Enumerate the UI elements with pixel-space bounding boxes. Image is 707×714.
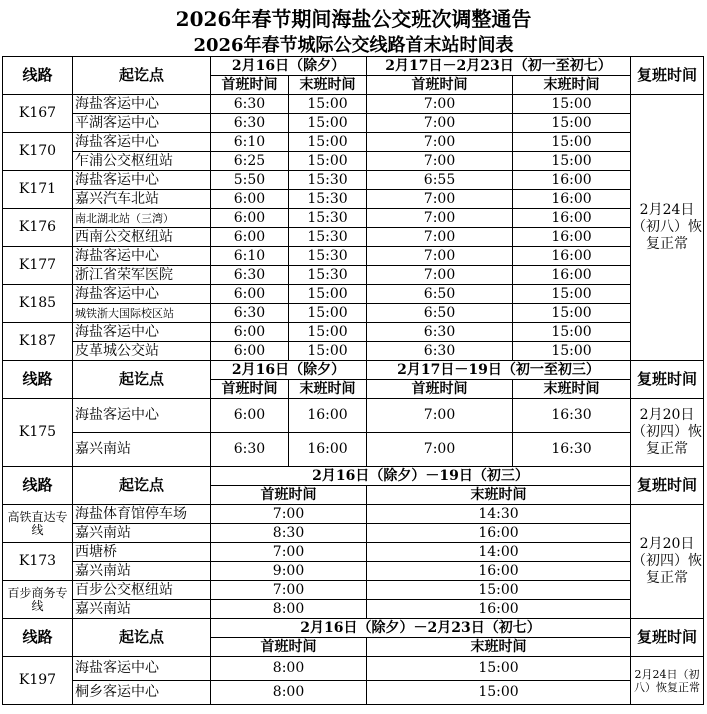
time-cell: 15:30 — [289, 247, 367, 266]
table-row — [3, 228, 704, 247]
table-row — [3, 114, 704, 133]
station-name: 嘉兴南站 — [73, 524, 211, 543]
table-row — [3, 581, 704, 600]
header-route: 线路 — [3, 619, 73, 657]
route-name: K197 — [3, 657, 73, 705]
station-name: 嘉兴汽车北站 — [73, 190, 211, 209]
table-row — [3, 133, 704, 152]
time-cell: 15:00 — [513, 342, 631, 361]
table-row — [3, 95, 704, 114]
header-stations: 起讫点 — [73, 57, 211, 95]
time-cell: 7:00 — [367, 209, 513, 228]
time-cell: 16:00 — [367, 562, 631, 581]
time-cell: 6:25 — [211, 152, 289, 171]
header-last: 末班时间 — [513, 76, 631, 95]
station-name: 海盐客运中心 — [73, 95, 211, 114]
header-route: 线路 — [3, 361, 73, 399]
time-cell: 7:00 — [367, 433, 513, 467]
time-cell: 14:30 — [367, 505, 631, 524]
station-name: 百步公交枢纽站 — [73, 581, 211, 600]
header-last: 末班时间 — [367, 486, 631, 505]
station-name: 城铁浙大国际校区站 — [73, 304, 211, 323]
station-name: 嘉兴南站 — [73, 562, 211, 581]
header-stations: 起讫点 — [73, 361, 211, 399]
schedule-body — [3, 57, 704, 705]
time-cell: 7:00 — [367, 95, 513, 114]
time-cell: 16:00 — [289, 399, 367, 433]
time-cell: 7:00 — [367, 247, 513, 266]
table-row — [3, 505, 704, 524]
time-cell: 15:00 — [289, 323, 367, 342]
time-cell: 7:00 — [367, 133, 513, 152]
time-cell: 16:00 — [289, 433, 367, 467]
table-row — [3, 342, 704, 361]
table-row — [3, 266, 704, 285]
time-cell: 16:00 — [367, 524, 631, 543]
header-stations: 起讫点 — [73, 467, 211, 505]
route-name: K171 — [3, 171, 73, 209]
station-name: 西塘桥 — [73, 543, 211, 562]
time-cell: 8:30 — [211, 524, 367, 543]
time-cell: 7:00 — [367, 190, 513, 209]
resume-cell: 2月24日（初八）恢复正常 — [631, 95, 704, 361]
time-cell: 7:00 — [211, 581, 367, 600]
time-cell: 16:00 — [513, 171, 631, 190]
time-cell: 16:00 — [513, 266, 631, 285]
header-first: 首班时间 — [211, 638, 367, 657]
station-name: 南北湖北站（三湾） — [73, 209, 211, 228]
station-name: 海盐客运中心 — [73, 657, 211, 681]
route-name: K177 — [3, 247, 73, 285]
table-row — [3, 619, 704, 638]
header-resume: 复班时间 — [631, 467, 704, 505]
time-cell: 6:30 — [211, 266, 289, 285]
station-name: 海盐客运中心 — [73, 247, 211, 266]
time-cell: 6:50 — [367, 285, 513, 304]
time-cell: 6:30 — [211, 433, 289, 467]
header-period-a: 2月16日（除夕） — [211, 361, 367, 380]
route-name: K176 — [3, 209, 73, 247]
time-cell: 15:00 — [513, 285, 631, 304]
time-cell: 6:30 — [211, 304, 289, 323]
time-cell: 6:00 — [211, 228, 289, 247]
schedule-table — [2, 56, 704, 705]
table-row — [3, 304, 704, 323]
time-cell: 15:30 — [289, 266, 367, 285]
station-name: 西南公交枢纽站 — [73, 228, 211, 247]
header-period-b: 2月17日－19日（初一至初三） — [367, 361, 631, 380]
resume-cell: 2月20日（初四）恢复正常 — [631, 399, 704, 467]
header-period-a: 2月16日（除夕） — [211, 57, 367, 76]
station-name: 桐乡客运中心 — [73, 681, 211, 705]
time-cell: 5:50 — [211, 171, 289, 190]
page-subtitle: 2026年春节城际公交线路首末站时间表 — [193, 35, 514, 56]
header-last: 末班时间 — [289, 76, 367, 95]
resume-cell: 2月20日（初四）恢复正常 — [631, 505, 704, 619]
time-cell: 15:00 — [289, 95, 367, 114]
table-row — [3, 562, 704, 581]
time-cell: 8:00 — [211, 681, 367, 705]
time-cell: 15:00 — [513, 323, 631, 342]
time-cell: 15:00 — [289, 114, 367, 133]
table-row — [3, 285, 704, 304]
resume-cell: 2月24日（初八）恢复正常 — [631, 657, 704, 705]
time-cell: 15:00 — [367, 657, 631, 681]
station-name: 皮革城公交站 — [73, 342, 211, 361]
header-resume: 复班时间 — [631, 619, 704, 657]
time-cell: 6:30 — [367, 342, 513, 361]
table-row — [3, 600, 704, 619]
station-name: 海盐客运中心 — [73, 323, 211, 342]
route-name: K170 — [3, 133, 73, 171]
header-resume: 复班时间 — [631, 57, 704, 95]
table-row — [3, 171, 704, 190]
table-row — [3, 524, 704, 543]
table-row — [3, 247, 704, 266]
station-name: 海盐客运中心 — [73, 399, 211, 433]
table-row — [3, 467, 704, 486]
time-cell: 6:00 — [211, 342, 289, 361]
time-cell: 6:30 — [211, 95, 289, 114]
time-cell: 15:00 — [367, 581, 631, 600]
time-cell: 15:00 — [513, 152, 631, 171]
time-cell: 6:00 — [211, 190, 289, 209]
station-name: 海盐客运中心 — [73, 171, 211, 190]
time-cell: 15:30 — [289, 190, 367, 209]
header-resume: 复班时间 — [631, 361, 704, 399]
header-period-b: 2月17日－2月23日（初一至初七） — [367, 57, 631, 76]
time-cell: 6:00 — [211, 285, 289, 304]
time-cell: 7:00 — [367, 152, 513, 171]
station-name: 乍浦公交枢纽站 — [73, 152, 211, 171]
time-cell: 15:00 — [513, 133, 631, 152]
time-cell: 6:55 — [367, 171, 513, 190]
station-name: 海盐体育馆停车场 — [73, 505, 211, 524]
time-cell: 16:30 — [513, 433, 631, 467]
table-row — [3, 209, 704, 228]
time-cell: 15:00 — [513, 304, 631, 323]
route-name: K185 — [3, 285, 73, 323]
route-name: K173 — [3, 543, 73, 581]
time-cell: 6:50 — [367, 304, 513, 323]
time-cell: 7:00 — [367, 266, 513, 285]
time-cell: 8:00 — [211, 657, 367, 681]
time-cell: 15:00 — [289, 342, 367, 361]
time-cell: 7:00 — [211, 543, 367, 562]
header-first: 首班时间 — [211, 76, 289, 95]
header-last: 末班时间 — [289, 380, 367, 399]
table-row — [3, 433, 704, 467]
time-cell: 15:00 — [289, 133, 367, 152]
time-cell: 6:00 — [211, 209, 289, 228]
time-cell: 6:10 — [211, 133, 289, 152]
time-cell: 6:30 — [367, 323, 513, 342]
time-cell: 15:00 — [367, 681, 631, 705]
time-cell: 6:00 — [211, 399, 289, 433]
time-cell: 15:00 — [513, 114, 631, 133]
time-cell: 15:30 — [289, 209, 367, 228]
header-last: 末班时间 — [513, 380, 631, 399]
route-name: K167 — [3, 95, 73, 133]
table-row — [3, 681, 704, 705]
time-cell: 7:00 — [367, 228, 513, 247]
station-name: 嘉兴南站 — [73, 433, 211, 467]
station-name: 海盐客运中心 — [73, 285, 211, 304]
time-cell: 16:00 — [513, 209, 631, 228]
table-row — [3, 399, 704, 433]
route-name: 百步商务专线 — [3, 581, 73, 619]
page-title: 2026年春节期间海盐公交班次调整通告 — [175, 7, 532, 31]
time-cell: 6:10 — [211, 247, 289, 266]
table-row — [3, 361, 704, 380]
header-first: 首班时间 — [367, 76, 513, 95]
time-cell: 15:00 — [289, 304, 367, 323]
header-route: 线路 — [3, 57, 73, 95]
header-period: 2月16日（除夕）－2月23日（初七） — [211, 619, 631, 638]
time-cell: 15:00 — [513, 95, 631, 114]
time-cell: 16:00 — [513, 190, 631, 209]
station-name: 浙江省荣军医院 — [73, 266, 211, 285]
header-first: 首班时间 — [211, 380, 289, 399]
header-first: 首班时间 — [367, 380, 513, 399]
time-cell: 15:00 — [289, 152, 367, 171]
header-stations: 起讫点 — [73, 619, 211, 657]
time-cell: 8:00 — [211, 600, 367, 619]
table-row — [3, 657, 704, 681]
header-last: 末班时间 — [367, 638, 631, 657]
time-cell: 6:00 — [211, 323, 289, 342]
time-cell: 16:00 — [513, 228, 631, 247]
time-cell: 15:30 — [289, 171, 367, 190]
route-name: K187 — [3, 323, 73, 361]
route-name: 高铁直达专线 — [3, 505, 73, 543]
header-first: 首班时间 — [211, 486, 367, 505]
time-cell: 14:00 — [367, 543, 631, 562]
route-name: K175 — [3, 399, 73, 467]
time-cell: 7:00 — [367, 399, 513, 433]
time-cell: 16:00 — [367, 600, 631, 619]
time-cell: 9:00 — [211, 562, 367, 581]
time-cell: 16:00 — [513, 247, 631, 266]
table-row — [3, 190, 704, 209]
table-row — [3, 323, 704, 342]
time-cell: 15:30 — [289, 228, 367, 247]
table-row — [3, 152, 704, 171]
station-name: 平湖客运中心 — [73, 114, 211, 133]
time-cell: 16:30 — [513, 399, 631, 433]
header-period: 2月16日（除夕）－19日（初三） — [211, 467, 631, 486]
station-name: 海盐客运中心 — [73, 133, 211, 152]
header-route: 线路 — [3, 467, 73, 505]
time-cell: 6:30 — [211, 114, 289, 133]
station-name: 嘉兴南站 — [73, 600, 211, 619]
table-row — [3, 543, 704, 562]
table-row — [3, 57, 704, 76]
time-cell: 7:00 — [211, 505, 367, 524]
time-cell: 7:00 — [367, 114, 513, 133]
time-cell: 15:00 — [289, 285, 367, 304]
